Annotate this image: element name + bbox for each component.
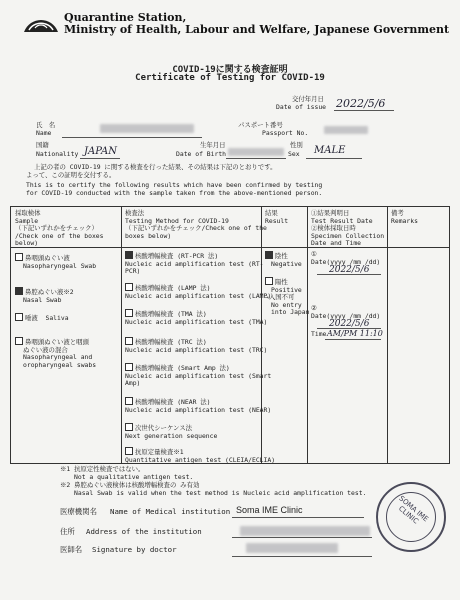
sample-option-saliva[interactable]: 唾液 Saliva	[15, 313, 69, 323]
address-underline	[232, 537, 372, 538]
checkbox-icon[interactable]	[125, 363, 133, 371]
checkbox-icon[interactable]	[125, 337, 133, 345]
name-label-en: Name	[36, 129, 52, 137]
method-option-antigen[interactable]: 抗原定量検査※1 Quantitative antigen test (CLEIA/ECLIA)	[125, 448, 276, 464]
test-result-date-block: ① Date(yyyy /mm /dd)	[311, 250, 381, 266]
result-positive[interactable]: 陽性 Positive →入国不可 No entry into Japan	[265, 278, 310, 317]
test-result-date-value: 2022/5/6	[329, 265, 370, 275]
sex-underline	[306, 158, 362, 159]
checkbox-icon[interactable]	[125, 309, 133, 317]
sample-option-mixed[interactable]: 鼻咽頭ぬぐい液と咽頭 ぬぐい液の混合 Nasopharyngeal and oropharyngeal swabs	[15, 337, 96, 369]
intro-en-2: for COVID-19 conducted with the sample taken from the above-mentioned person.	[26, 189, 323, 197]
nationality-value: JAPAN	[84, 146, 118, 157]
birth-label-jp: 生年月日	[200, 141, 226, 149]
nationality-label-en: Nationality	[36, 150, 79, 158]
col-divider	[261, 207, 262, 463]
sex-label-en: Sex	[288, 150, 300, 158]
clinic-seal-stamp: SOMA IME CLINIC	[376, 482, 446, 552]
method-option-lamp[interactable]: 核酸増幅検査 (LAMP 法) Nucleic acid amplification test (LAMP)	[125, 284, 272, 300]
method-option-near[interactable]: 核酸増幅検査 (NEAR 法) Nucleic acid amplification test (NEAR)	[125, 398, 272, 414]
collection-time-label: Time	[311, 330, 327, 338]
institution-label-en: Name of Medical institution	[110, 507, 231, 516]
sex-value: MALE	[314, 145, 346, 156]
collection-date-block: ② Date(yyyy /mm /dd)	[311, 304, 381, 320]
checkbox-icon[interactable]	[15, 253, 23, 261]
checkbox-icon[interactable]	[125, 283, 133, 291]
ministry-emblem-icon	[22, 14, 60, 34]
col-divider	[387, 207, 388, 463]
checkbox-icon[interactable]	[265, 277, 273, 285]
issue-date-value: 2022/5/6	[336, 97, 386, 110]
institution-label-jp: 医療機関名	[60, 507, 97, 516]
address-label-en: Address of the institution	[86, 527, 202, 536]
collection-time-underline	[325, 339, 381, 340]
remarks-head: 備考 Remarks	[391, 209, 418, 225]
issuer-header	[64, 12, 449, 36]
birth-label-en: Date of Birth	[176, 150, 227, 158]
address-label-jp: 住所	[60, 527, 75, 536]
method-option-ngs[interactable]: 次世代シーケンス法 Next generation sequence	[125, 424, 218, 440]
signature-redacted	[246, 543, 338, 553]
institution-underline	[232, 517, 364, 518]
sex-label-jp: 性別	[290, 141, 303, 149]
sample-head: 採取検体 Sample （下記いずれかをチェック） /Check one of the boxes below)	[15, 209, 104, 248]
birth-underline	[226, 158, 286, 159]
nationality-underline	[80, 158, 120, 159]
test-result-date-underline	[317, 274, 381, 275]
checkbox-icon[interactable]	[125, 447, 133, 455]
issuer-line-2: Ministry of Health, Labour and Welfare, Japanese Government	[64, 23, 450, 36]
col-divider	[307, 207, 308, 463]
sample-option-nasopharyngeal[interactable]: 鼻咽頭ぬぐい液 Nasopharyngeal Swab	[15, 253, 96, 270]
method-option-rt-pcr[interactable]: 核酸増幅検査 (RT-PCR 法) Nucleic acid amplification test (RT- PCR)	[125, 252, 264, 276]
col-divider	[121, 207, 122, 463]
passport-label-en: Passport No.	[262, 129, 309, 137]
result-head: 結果 Result	[265, 209, 289, 225]
signature-underline	[232, 556, 372, 557]
date-head: ①結果判明日 Test Result Date ②検体採取日時 Specimen Collection Date and Time	[311, 209, 385, 248]
method-option-smart-amp[interactable]: 核酸増幅検査 (Smart Amp 法) Nucleic acid amplification test (Smart Amp)	[125, 364, 272, 388]
doctor-label-jp: 医師名	[60, 545, 83, 554]
name-underline	[62, 137, 202, 138]
passport-label-jp: パスポート番号	[238, 121, 283, 129]
test-results-table	[10, 206, 450, 464]
nationality-label-jp: 国籍	[36, 141, 49, 149]
checkbox-icon[interactable]	[15, 313, 23, 321]
title-en: Certificate of Testing for COVID-19	[135, 73, 325, 83]
issue-date-label-en: Date of issue	[276, 103, 327, 111]
intro-jp-2: よって、この証明を交付する。	[26, 171, 116, 179]
issue-date-underline	[334, 110, 394, 111]
passport-redacted	[324, 126, 368, 134]
checkbox-checked-icon[interactable]	[15, 287, 23, 295]
note-2-jp: ※2 鼻腔ぬぐい液検体は核酸増幅検査の み有効	[60, 481, 200, 489]
note-1-jp: ※1 抗原定性検査ではない。	[60, 465, 145, 473]
doctor-label-en: Signature by doctor	[92, 545, 177, 554]
method-head: 検査法 Testing Method for COVID-19 （下記いずれかをチェック/Check one of the boxes below)	[125, 209, 267, 240]
sample-option-nasal[interactable]: 鼻腔ぬぐい液※2 Nasal Swab	[15, 287, 74, 304]
note-2-en: Nasal Swab is valid when the test method is Nucleic acid amplification test.	[74, 489, 367, 497]
checkbox-icon[interactable]	[125, 397, 133, 405]
name-label-jp: 氏 名	[36, 121, 56, 129]
note-1-en: Not a qualitative antigen test.	[74, 473, 194, 481]
collection-time-value: AM/PM 11:10	[327, 329, 383, 338]
checkbox-checked-icon[interactable]	[265, 251, 273, 259]
address-redacted	[240, 526, 370, 536]
intro-en-1: This is to certify the following results which have been confirmed by testing	[26, 181, 323, 189]
checkbox-icon[interactable]	[15, 337, 23, 345]
title-jp: COVID-19に関する検査証明	[172, 65, 288, 75]
name-redacted	[100, 124, 194, 133]
result-negative[interactable]: 陰性 Negative	[265, 251, 302, 268]
issuer-line-1: Quarantine Station,	[64, 11, 187, 24]
checkbox-icon[interactable]	[125, 423, 133, 431]
method-option-tma[interactable]: 核酸増幅検査 (TMA 法) Nucleic acid amplification test (TMA)	[125, 310, 268, 326]
checkbox-checked-icon[interactable]	[125, 251, 133, 259]
institution-value: Soma IME Clinic	[236, 505, 303, 515]
birth-redacted	[228, 148, 284, 156]
method-option-trc[interactable]: 核酸増幅検査 (TRC 法) Nucleic acid amplification test (TRC)	[125, 338, 268, 354]
intro-jp-1: 上記の者の COVID-19 に関する検査を行った結果、その結果は下記のとおりです。	[34, 163, 277, 171]
issue-date-label-jp: 交付年月日	[292, 95, 324, 103]
collection-date-value: 2022/5/6	[329, 319, 370, 329]
